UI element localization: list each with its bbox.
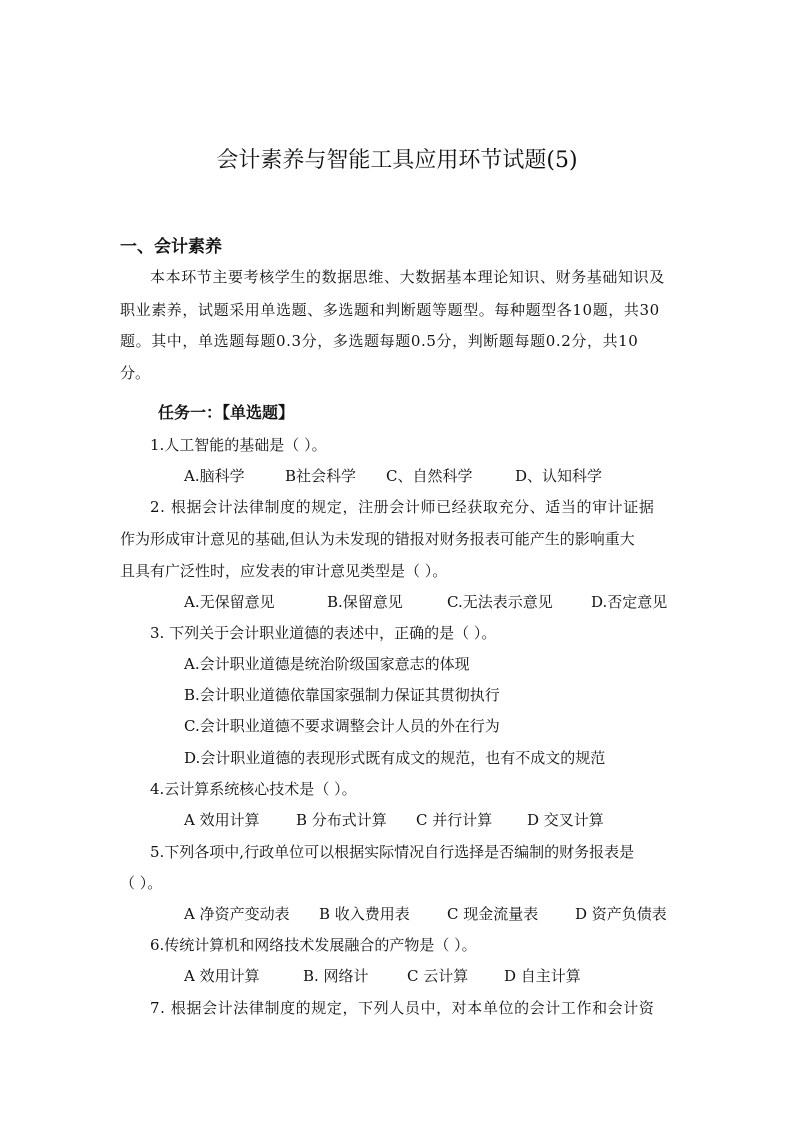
question-option: C 现金流量表	[447, 905, 539, 923]
question-option: B. 网络计	[303, 967, 369, 985]
intro-line: 分。	[120, 364, 151, 382]
question-stem: 作为形成审计意见的基础,但认为未发现的错报对财务报表可能产生的影响重大	[120, 530, 635, 548]
page-title: 会计素养与智能工具应用环节试题(5)	[216, 148, 578, 173]
question-stem: 5.下列各项中,行政单位可以根据实际情况自行选择是否编制的财务报表是	[150, 843, 635, 861]
intro-line: 题。其中，单选题每题0.3分，多选题每题0.5分，判断题每题0.2分，共10	[120, 332, 639, 350]
question-option: A 净资产变动表	[184, 905, 290, 923]
question-option: B 分布式计算	[296, 811, 387, 829]
section-heading: 一、会计素养	[120, 237, 222, 257]
question-option: B.保留意见	[327, 593, 403, 611]
question-option: B 收入费用表	[319, 905, 410, 923]
question-option: D 资产负债表	[575, 905, 667, 923]
question-option: A.会计职业道德是统治阶级国家意志的体现	[184, 655, 470, 673]
question-option: C 云计算	[407, 967, 469, 985]
question-stem: 4.云计算系统核心技术是（ ）。	[150, 780, 357, 798]
question-option: C.会计职业道德不要求调整会计人员的外在行为	[184, 717, 500, 735]
question-stem: 2. 根据会计法律制度的规定，注册会计师已经获取充分、适当的审计证据	[150, 498, 655, 516]
question-stem: 6.传统计算机和网络技术发展融合的产物是（ ）。	[150, 936, 477, 954]
question-option: A.无保留意见	[184, 593, 275, 611]
task-heading: 任务一：【单选题】	[158, 403, 295, 422]
question-stem: 7. 根据会计法律制度的规定，下列人员中，对本单位的会计工作和会计资	[150, 999, 655, 1017]
question-stem: 且具有广泛性时，应发表的审计意见类型是（ ）。	[120, 562, 448, 580]
question-option: C.无法表示意见	[447, 593, 553, 611]
question-option: A.脑科学	[184, 467, 245, 485]
question-option: D.否定意见	[591, 593, 668, 611]
question-option: D.会计职业道德的表现形式既有成文的规范，也有不成文的规范	[184, 749, 606, 767]
intro-line: 职业素养，试题采用单选题、多选题和判断题等题型。每种题型各10题，共30	[120, 301, 660, 319]
question-option: C 并行计算	[416, 811, 493, 829]
question-option: D 交叉计算	[527, 811, 604, 829]
question-stem: 3. 下列关于会计职业道德的表述中，正确的是（ ）。	[150, 624, 497, 642]
intro-line: 本本环节主要考核学生的数据思维、大数据基本理论知识、财务基础知识及	[150, 268, 665, 286]
question-option: A 效用计算	[184, 811, 260, 829]
question-stem: （ ）。	[120, 874, 163, 892]
question-option: A 效用计算	[184, 967, 260, 985]
question-option: D、认知科学	[515, 467, 603, 485]
question-option: D 自主计算	[504, 967, 581, 985]
question-option: B.会计职业道德依靠国家强制力保证其贯彻执行	[184, 686, 500, 704]
question-stem: 1.人工智能的基础是（ ）。	[150, 436, 327, 454]
question-option: C、自然科学	[386, 467, 473, 485]
question-option: B社会科学	[285, 467, 357, 485]
